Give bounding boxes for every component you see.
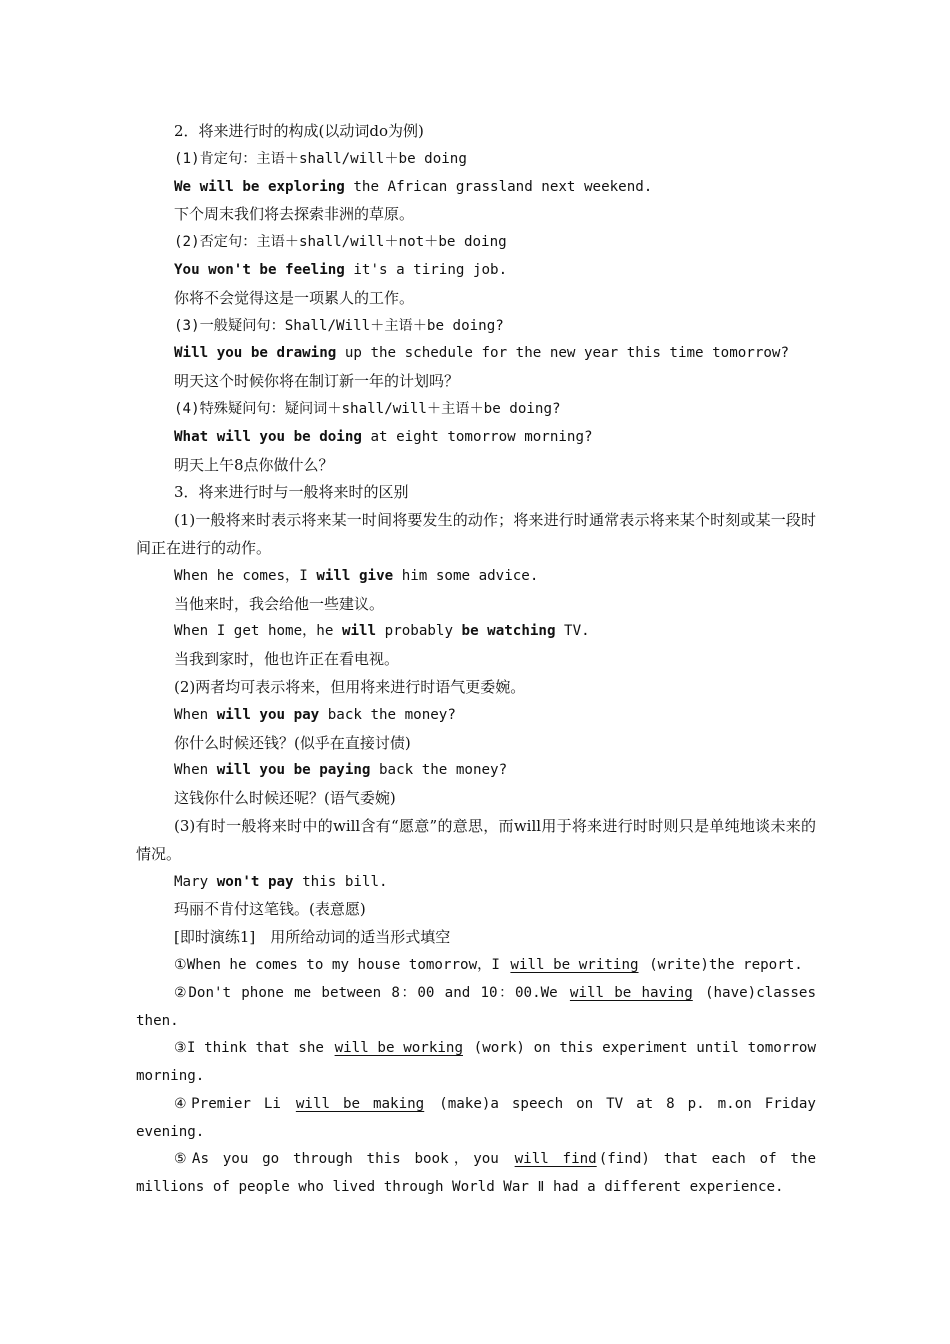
difference-2-example-2: When will you be paying back the money? <box>174 762 508 779</box>
negative-translation: 你将不会觉得这是一项累人的工作。 <box>174 288 415 307</box>
exercise-item-2: ②Don't phone me between 8：00 and 10：00.We will be having (have)classes then. <box>136 984 817 1029</box>
exercise-item-1: ①When he comes to my house tomorrow，I will be writing (write)the report. <box>174 956 803 973</box>
difference-2-translation-1: 你什么时候还钱？(似乎在直接讨债) <box>174 733 411 752</box>
difference-2-translation-2: 这钱你什么时候还呢？(语气委婉) <box>174 789 396 808</box>
difference-2-example-1: When will you pay back the money? <box>174 706 456 723</box>
difference-1-text: (1)一般将来时表示将来某一时间将要发生的动作；将来进行时通常表示将来某个时刻或某一段时间正在进行的动作。 <box>136 511 816 557</box>
difference-3-text: (3)有时一般将来时中的will含有“愿意”的意思，而will用于将来进行时时则只是单纯地谈未来的情况。 <box>136 816 816 863</box>
exercise-item-3: ③I think that she will be working (work) on this experiment until tomorrow morning. <box>136 1040 816 1085</box>
difference-1-example-2: When I get home，he will probably be watching TV. <box>174 623 590 640</box>
exercise-item-5: ⑤As you go through this book，you will find (find) that each of the millions of people who lived through World War Ⅱ had a different experience. <box>136 1151 817 1196</box>
positive-rule: (1)肯定句：主语＋shall/will＋be doing <box>174 150 467 167</box>
exercise-answer: will find <box>514 1151 597 1168</box>
exercise-answer: will be working <box>334 1040 463 1057</box>
yes-no-question-rule: (3)一般疑问句：Shall/Will＋主语＋be doing? <box>174 317 504 334</box>
wh-question-translation: 明天上午8点你做什么？ <box>174 455 334 474</box>
difference-1-translation-1: 当他来时，我会给他一些建议。 <box>174 594 385 613</box>
difference-3-example: Mary won't pay this bill. <box>174 873 388 890</box>
wh-question-rule: (4)特殊疑问句：疑问词＋shall/will＋主语＋be doing? <box>174 400 561 417</box>
yes-no-question-translation: 明天这个时候你将在制订新一年的计划吗？ <box>174 372 460 391</box>
wh-question-example: What will you be doing at eight tomorrow morning? <box>174 428 593 445</box>
positive-translation: 下个周末我们将去探索非洲的草原。 <box>174 205 415 224</box>
negative-rule: (2)否定句：主语＋shall/will＋not＋be doing <box>174 234 507 251</box>
exercise-answer: will be making <box>295 1095 425 1112</box>
difference-1-translation-2: 当我到家时，他也许正在看电视。 <box>174 650 400 669</box>
positive-example: We will be exploring the African grassland next weekend. <box>174 178 653 195</box>
exercise-answer: will be having <box>569 984 693 1001</box>
yes-no-question-example: Will you be drawing up the schedule for the new year this time tomorrow? <box>174 345 790 362</box>
practice-title: [即时演练1] 用所给动词的适当形式填空 <box>174 928 451 947</box>
exercise-answer: will be writing <box>510 956 639 973</box>
difference-1-example-1: When he comes，I will give him some advice. <box>174 567 539 584</box>
difference-2-text: (2)两者均可表示将来，但用将来进行时语气更委婉。 <box>174 677 526 696</box>
section-3-heading: 3．将来进行时与一般将来时的区别 <box>174 483 409 502</box>
difference-3-translation: 玛丽不肯付这笔钱。(表意愿) <box>174 900 366 919</box>
document-page <box>136 118 816 1202</box>
section-2-heading: 2．将来进行时的构成(以动词do为例) <box>174 122 424 140</box>
exercise-item-4: ④Premier Li will be making (make)a speech on TV at 8 p. m.on Friday evening. <box>136 1095 816 1140</box>
negative-example: You won't be feeling it's a tiring job. <box>174 261 508 278</box>
